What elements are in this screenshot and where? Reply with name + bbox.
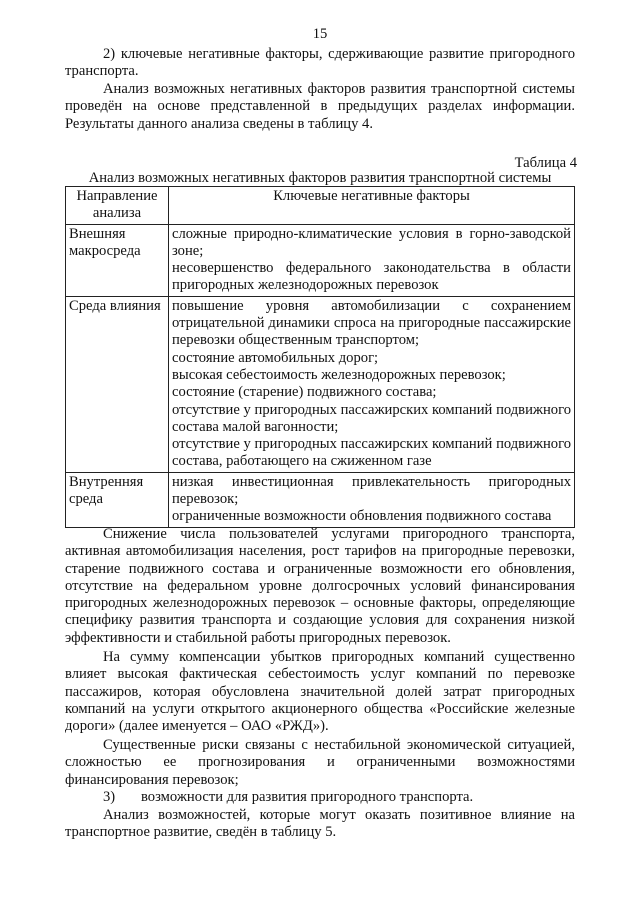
header-factors: Ключевые негативные факторы (169, 187, 575, 225)
table-row (66, 224, 575, 296)
factor-item: состояние (старение) подвижного состава; (172, 384, 437, 401)
page-number: 15 (312, 26, 328, 42)
body-paragraph-1: Снижение числа пользователей услугами пригородного транспорта, активная автомобилизация населения, рост тарифов на пригородные перевозки, старение подвижного состава и ограниченные возможности его обновления, отсутствие на федеральном уровне долгосрочных условий финансирования пригородных железнодорожных перевозок – основные факторы, определяющие специфику развития транспорта и создающие условия для сохранения низкой эффективности и стабильной работы пригородных перевозок. (65, 526, 575, 646)
row-direction: Внутренняя среда (66, 472, 169, 527)
row-direction: Внешняя макросреда (66, 224, 169, 296)
factor-item: несовершенство федерального законодательства в области пригородных железнодорожных перевозок (172, 260, 571, 294)
row-factors (169, 224, 575, 296)
row-direction: Среда влияния (66, 296, 169, 472)
row-factors (169, 296, 575, 472)
table-header-row (66, 187, 575, 225)
list-item-number: 3) (103, 789, 116, 805)
table-row (66, 296, 575, 472)
list-item-text: возможности для развития пригородного транспорта. (141, 789, 474, 805)
intro-analysis-paragraph: Анализ возможных негативных факторов развития транспортной системы проведён на основе представленной в предыдущих разделах информации. Результаты данного анализа сведены в таблицу 4. (65, 81, 575, 132)
factor-item: низкая инвестиционная привлекательность пригородных перевозок; (172, 473, 571, 508)
factor-item: повышение уровня автомобилизации с сохранением отрицательной динамики спроса на пригородные пассажирские перевозки общественным транспортом; (172, 297, 571, 349)
table-title: Анализ возможных негативных факторов развития транспортной системы (88, 170, 552, 186)
factors-table (65, 186, 575, 528)
body-paragraph-2: На сумму компенсации убытков пригородных компаний существенно влияет высокая фактическая себестоимость услуг компаний по перевозке пассажиров, которая обусловлена значительной долей затрат пригородных компаний на услуги открытого акционерного общества «Российские железные дороги» (далее именуется – ОАО «РЖД»). (65, 649, 575, 735)
factor-item: ограниченные возможности обновления подвижного состава (172, 508, 552, 525)
row-factors (169, 472, 575, 527)
factor-item: отсутствие у пригородных пассажирских компаний подвижного состава, работающего на сжиженном газе (172, 436, 571, 470)
table-row (66, 472, 575, 527)
table-label: Таблица 4 (514, 155, 577, 171)
list-item-3 (65, 789, 575, 806)
header-direction: Направление анализа (66, 187, 169, 225)
intro-item-2: 2) ключевые негативные факторы, сдерживающие развитие пригородного транспорта. (65, 46, 575, 80)
factor-item: состояние автомобильных дорог; (172, 349, 379, 366)
factor-item: высокая себестоимость железнодорожных перевозок; (172, 366, 506, 383)
factor-item: сложные природно-климатические условия в горно-заводской зоне; (172, 225, 571, 259)
body-paragraph-3: Существенные риски связаны с нестабильной экономической ситуацией, сложностью ее прогнозирования и ограниченными возможностями финансирования перевозок; (65, 737, 575, 788)
factor-item: отсутствие у пригородных пассажирских компаний подвижного состава малой вагонности; (172, 401, 571, 435)
body-paragraph-4: Анализ возможностей, которые могут оказать позитивное влияние на транспортное развитие, сведён в таблицу 5. (65, 807, 575, 841)
